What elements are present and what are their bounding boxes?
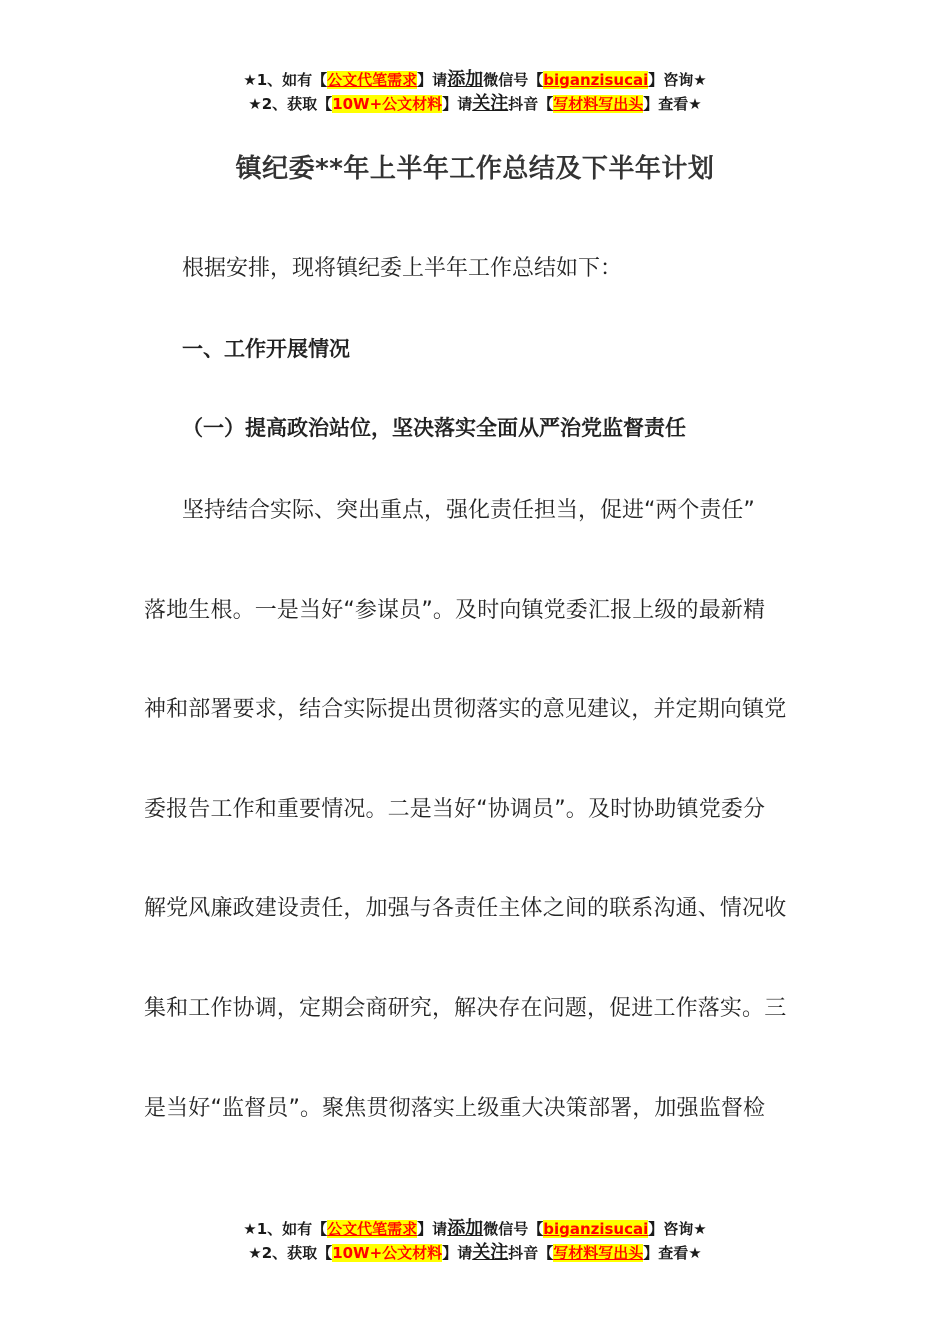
body-line: 委报告工作和重要情况。二是当好“协调员”。及时协助镇党委分 xyxy=(144,797,766,822)
promo-emphasis: 添加 xyxy=(447,1218,484,1239)
promo-highlight: 10W+公文材料 xyxy=(332,95,443,113)
body-line: 解党风廉政建设责任，加强与各责任主体之间的联系沟通、情况收 xyxy=(144,896,787,921)
body-line: 集和工作协调，定期会商研究，解决存在问题，促进工作落实。三 xyxy=(144,996,787,1021)
promo-banner-bottom xyxy=(0,1217,950,1265)
document-title: 镇纪委**年上半年工作总结及下半年计划 xyxy=(235,154,715,184)
promo-douyin-id: 写材料写出头 xyxy=(553,1244,644,1262)
intro-paragraph: 根据安排，现将镇纪委上半年工作总结如下： xyxy=(182,256,623,281)
promo-text: 微信号【 xyxy=(483,1220,544,1238)
promo-text: ★2、获取【 xyxy=(248,1244,333,1262)
promo-text: 】请 xyxy=(417,1220,448,1238)
promo-text: ★1、如有【 xyxy=(243,71,328,89)
promo-emphasis: 关注 xyxy=(472,1242,509,1263)
subsection-heading: （一）提高政治站位，坚决落实全面从严治党监督责任 xyxy=(182,416,686,440)
promo-text: 】请 xyxy=(442,95,473,113)
promo-text: 】查看★ xyxy=(643,1244,702,1262)
promo-emphasis: 关注 xyxy=(472,93,509,114)
promo-text: 】咨询★ xyxy=(648,71,707,89)
promo-text: 抖音【 xyxy=(508,1244,554,1262)
promo-text: 微信号【 xyxy=(483,71,544,89)
promo-text: 】请 xyxy=(442,1244,473,1262)
promo-text: ★2、获取【 xyxy=(248,95,333,113)
promo-wechat-id: biganzisucai xyxy=(543,71,649,89)
promo-line-2 xyxy=(0,1241,950,1265)
promo-wechat-id: biganzisucai xyxy=(543,1220,649,1238)
promo-highlight: 10W+公文材料 xyxy=(332,1244,443,1262)
promo-douyin-id: 写材料写出头 xyxy=(553,95,644,113)
promo-emphasis: 添加 xyxy=(447,69,484,90)
promo-text: 】查看★ xyxy=(643,95,702,113)
section-heading: 一、工作开展情况 xyxy=(182,337,350,361)
promo-banner-top xyxy=(0,68,950,116)
body-line: 落地生根。一是当好“参谋员”。及时向镇党委汇报上级的最新精 xyxy=(144,598,766,623)
promo-highlight: 公文代笔需求 xyxy=(327,1220,418,1238)
promo-text: 抖音【 xyxy=(508,95,554,113)
body-line: 是当好“监督员”。聚焦贯彻落实上级重大决策部署，加强监督检 xyxy=(144,1096,766,1121)
promo-text: 】请 xyxy=(417,71,448,89)
body-line: 神和部署要求，结合实际提出贯彻落实的意见建议，并定期向镇党 xyxy=(144,697,787,722)
promo-line-2 xyxy=(0,92,950,116)
promo-line-1 xyxy=(0,68,950,92)
promo-line-1 xyxy=(0,1217,950,1241)
body-line: 坚持结合实际、突出重点，强化责任担当，促进“两个责任” xyxy=(182,498,755,523)
promo-highlight: 公文代笔需求 xyxy=(327,71,418,89)
promo-text: ★1、如有【 xyxy=(243,1220,328,1238)
promo-text: 】咨询★ xyxy=(648,1220,707,1238)
